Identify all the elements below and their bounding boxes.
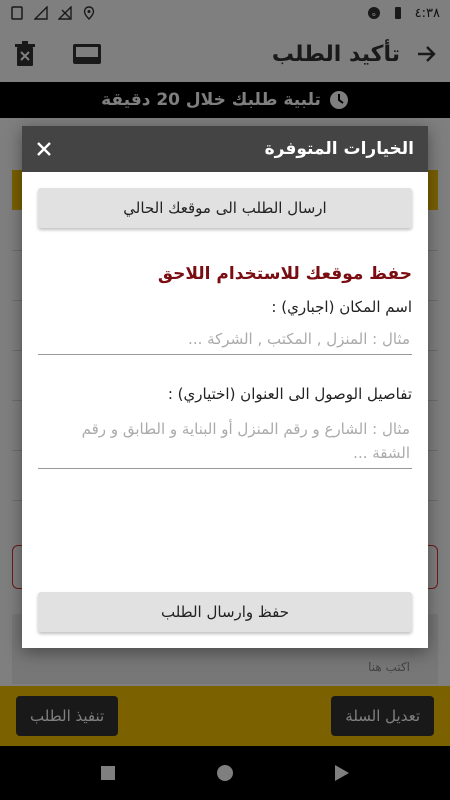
close-icon[interactable] (36, 141, 52, 157)
send-to-current-location-button[interactable]: ارسال الطلب الى موقعك الحالي (38, 188, 412, 228)
options-dialog (22, 126, 428, 648)
dialog-body (22, 172, 428, 648)
save-and-send-button[interactable]: حفظ وارسال الطلب (38, 592, 412, 632)
dialog-header (22, 126, 428, 172)
place-name-input[interactable] (38, 324, 412, 355)
place-name-label: اسم المكان (اجباري) : (271, 298, 412, 316)
dialog-title: الخيارات المتوفرة (264, 139, 414, 159)
address-details-label: تفاصيل الوصول الى العنوان (اختياري) : (167, 385, 412, 403)
save-location-title: حفظ موقعك للاستخدام اللاحق (157, 264, 412, 284)
address-details-input[interactable] (38, 411, 412, 469)
